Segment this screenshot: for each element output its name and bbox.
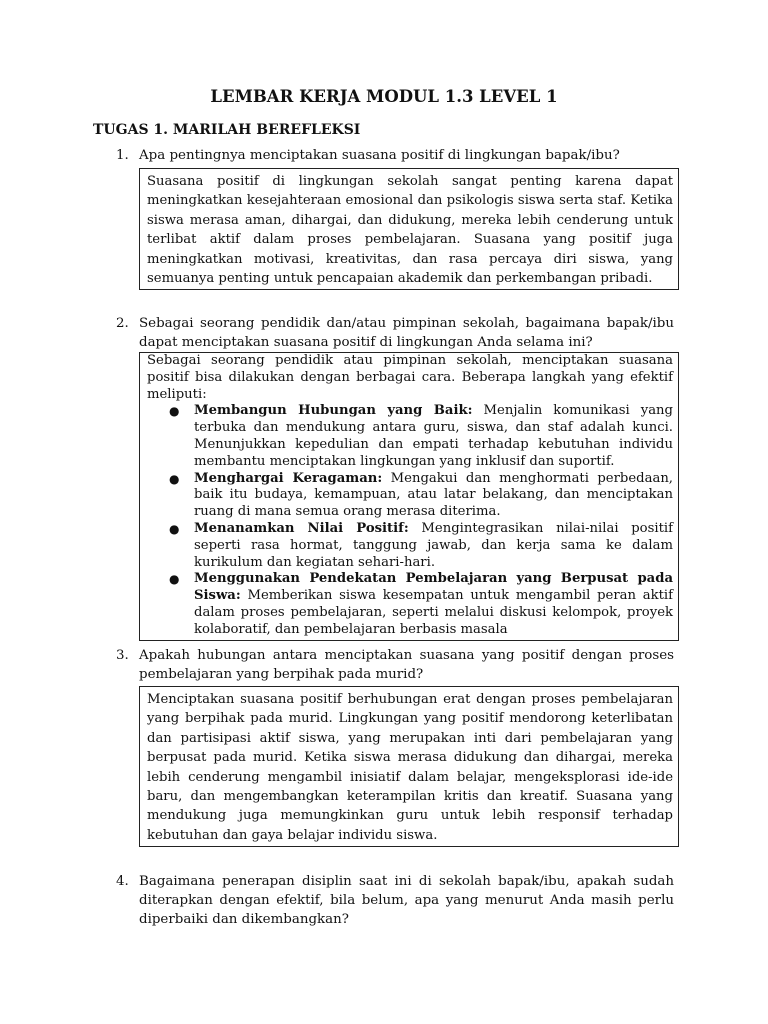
bullet-text: Mengintegrasikan nilai-nilai positif seperti rasa hormat, tanggung jawab, dan kerja sama ke dalam kurikulum dan kegiatan sehari-hari. bbox=[194, 520, 674, 570]
bullet-icon: ● bbox=[169, 471, 180, 486]
answer-text: Suasana positif di lingkungan sekolah sangat penting karena dapat meningkatkan kesejahteraan emosional dan psikologis siswa serta staf. Ketika siswa merasa aman, dihargai, dan didukung, mereka lebih cenderung untuk terlibat aktif dalam proses pembelajaran. Suasana yang positif juga meningkatkan motivasi, kreativitas, dan rasa percaya diri siswa, yang semuanya penting untuk pencapaian akademik dan perkembangan pribadi. bbox=[147, 174, 673, 287]
question-4 bbox=[116, 872, 674, 929]
answer-text: Menciptakan suasana positif berhubungan erat dengan proses pembelajaran yang berpihak pada murid. Lingkungan yang positif mendorong keterlibatan dan partisipasi aktif siswa, yang merupakan inti dari pembelajaran yang berpusat pada murid. Ketika siswa merasa didukung dan dihargai, mereka lebih cenderung mengambil inisiatif dalam belajar, mengeksplorasi ide-ide baru, dan mengembangkan keterampilan kritis dan kreatif. Suasana yang mendukung juga memungkinkan guru untuk lebih responsif terhadap kebutuhan dan gaya belajar individu siswa. bbox=[147, 692, 673, 843]
question-1 bbox=[116, 146, 674, 165]
list-item bbox=[169, 520, 674, 571]
bullet-text: Memberikan siswa kesempatan untuk mengambil peran aktif dalam proses pembelajaran, seperti melalui diskusi kelompok, proyek kolaboratif, dan pembelajaran berbasis masala bbox=[194, 588, 673, 637]
answer-intro: Sebagai seorang pendidik atau pimpinan sekolah, menciptakan suasana positif bisa dilakukan dengan berbagai cara. Beberapa langkah yang efektif meliputi: bbox=[147, 353, 673, 402]
question-number: 4. bbox=[116, 874, 129, 889]
question-text: Apakah hubungan antara menciptakan suasana yang positif dengan proses pembelajaran yang berpihak pada murid? bbox=[139, 648, 674, 682]
list-item bbox=[169, 571, 673, 638]
question-number: 3. bbox=[116, 648, 129, 663]
question-number: 1. bbox=[116, 148, 129, 163]
answer-box-3 bbox=[139, 686, 679, 847]
answer-bullet-list bbox=[147, 403, 673, 638]
question-2 bbox=[116, 314, 674, 352]
bullet-heading: Menanamkan Nilai Positif: bbox=[194, 520, 409, 536]
answer-box-2 bbox=[139, 352, 679, 641]
question-text: Bagaimana penerapan disiplin saat ini di sekolah bapak/ibu, apakah sudah diterapkan dengan efektif, bila belum, apa yang menurut Anda masih perlu diperbaiki dan dikembangkan? bbox=[139, 874, 674, 927]
list-item bbox=[169, 470, 673, 521]
question-text: Apa pentingnya menciptakan suasana positif di lingkungan bapak/ibu? bbox=[139, 148, 620, 163]
question-number: 2. bbox=[116, 316, 129, 331]
bullet-icon: ● bbox=[169, 572, 180, 587]
bullet-heading: Menghargai Keragaman: bbox=[194, 470, 383, 486]
document-title: LEMBAR KERJA MODUL 1.3 LEVEL 1 bbox=[210, 87, 558, 106]
bullet-text: Menjalin komunikasi yang terbuka dan mendukung antara guru, siswa, dan staf adalah kunci. Menunjukkan kepedulian dan empati terhadap kebutuhan individu membantu menciptakan lingkungan yang inklusif dan suportif. bbox=[194, 403, 673, 469]
task-title: TUGAS 1. MARILAH BEREFLEKSI bbox=[93, 122, 361, 138]
bullet-text: Mengakui dan menghormati perbedaan, baik itu budaya, kemampuan, atau latar belakang, dan menciptakan ruang di mana semua orang merasa diterima. bbox=[194, 470, 673, 520]
bullet-icon: ● bbox=[169, 404, 180, 419]
bullet-heading: Menggunakan Pendekatan Pembelajaran yang Berpusat pada Siswa: bbox=[194, 571, 673, 604]
question-3 bbox=[116, 646, 674, 684]
question-text: Sebagai seorang pendidik dan/atau pimpinan sekolah, bagaimana bapak/ibu dapat menciptakan suasana positif di lingkungan Anda selama ini? bbox=[139, 316, 674, 350]
bullet-icon: ● bbox=[169, 521, 180, 536]
answer-box-1 bbox=[139, 168, 679, 290]
bullet-heading: Membangun Hubungan yang Baik: bbox=[194, 403, 473, 419]
list-item bbox=[169, 403, 673, 470]
